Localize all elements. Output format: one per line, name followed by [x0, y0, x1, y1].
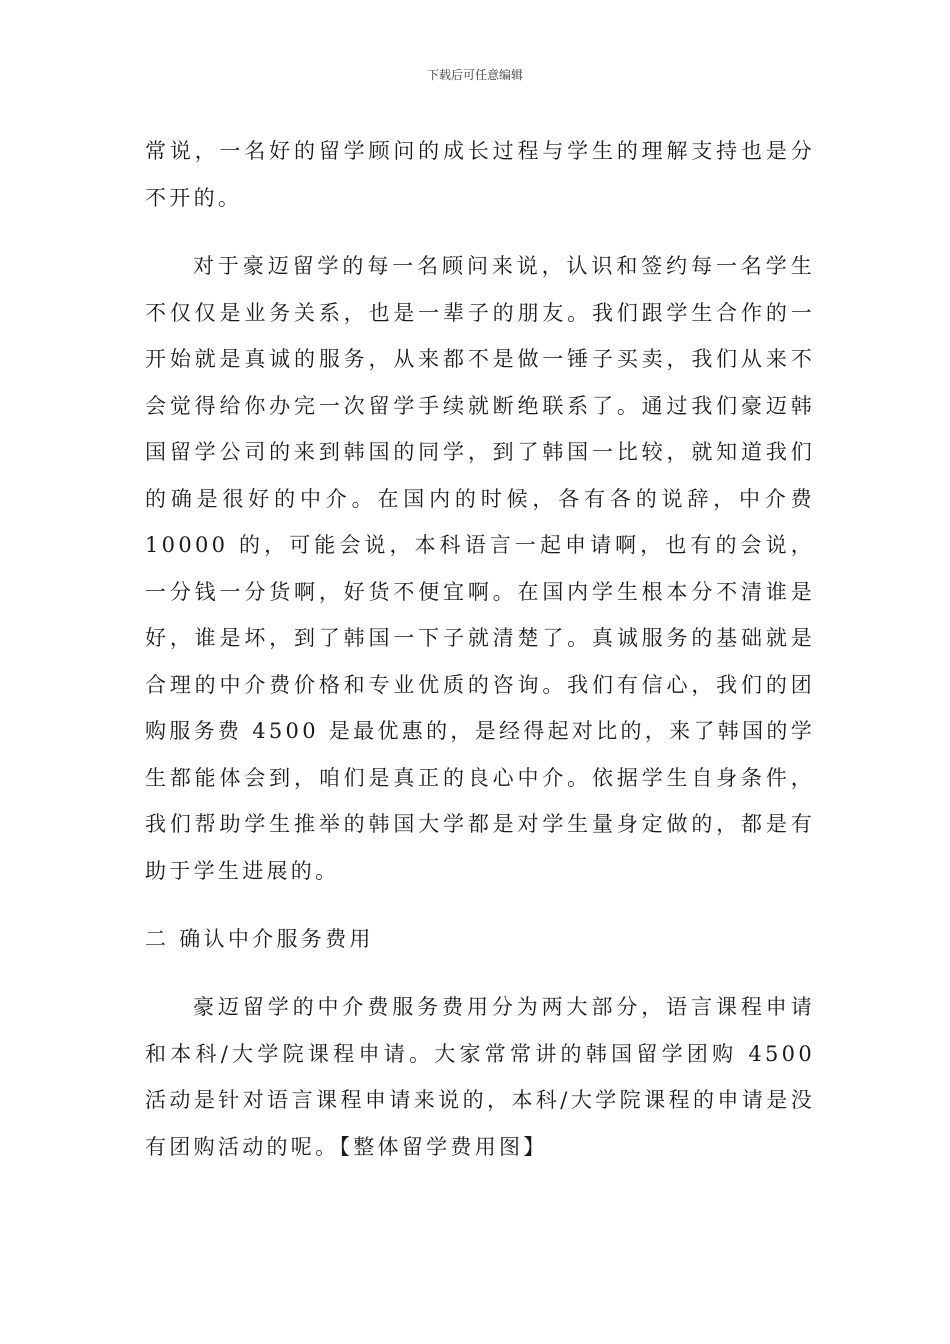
paragraph-gap — [145, 962, 815, 984]
paragraph-3: 豪迈留学的中介费服务费用分为两大部分，语言课程申请和本科/大学院课程申请。大家常常讲的韩国留学团购 4500 活动是针对语言课程申请来说的，本科/大学院课程的申请是没有团购活动的呢。【整体留学费用图】 — [145, 995, 815, 1159]
paragraph-gap — [145, 221, 815, 243]
page-header-note: 下载后可任意编辑 — [426, 68, 523, 82]
paragraph-2: 对于豪迈留学的每一名顾问来说，认识和签约每一名学生不仅仅是业务关系，也是一辈子的朋友。我们跟学生合作的一开始就是真诚的服务，从来都不是做一锤子买卖，我们从来不会觉得给你办完一次留学手续就断绝联系了。通过我们豪迈韩国留学公司的来到韩国的同学，到了韩国一比较，就知道我们的确是很好的中介。在国内的时候，各有各的说辞，中介费 10000 的，可能会说，本科语言一起申请啊，也有的会说，一分钱一分货啊，好货不便宜啊。在国内学生根本分不清谁是好，谁是坏，到了韩国一下子就清楚了。真诚服务的基础就是合理的中介费价格和专业优质的咨询。我们有信心，我们的团购服务费 4500 是最优惠的，是经得起对比的，来了韩国的学生都能体会到，咱们是真正的良心中介。依据学生自身条件，我们帮助学生推举的韩国大学都是对学生量身定做的，都是有助于学生进展的。 — [145, 254, 815, 883]
paragraph-gap — [145, 894, 815, 916]
paragraph-1: 常说，一名好的留学顾问的成长过程与学生的理解支持也是分不开的。 — [145, 139, 815, 210]
document-body — [145, 128, 815, 1170]
section-heading: 二 确认中介服务费用 — [145, 927, 374, 951]
